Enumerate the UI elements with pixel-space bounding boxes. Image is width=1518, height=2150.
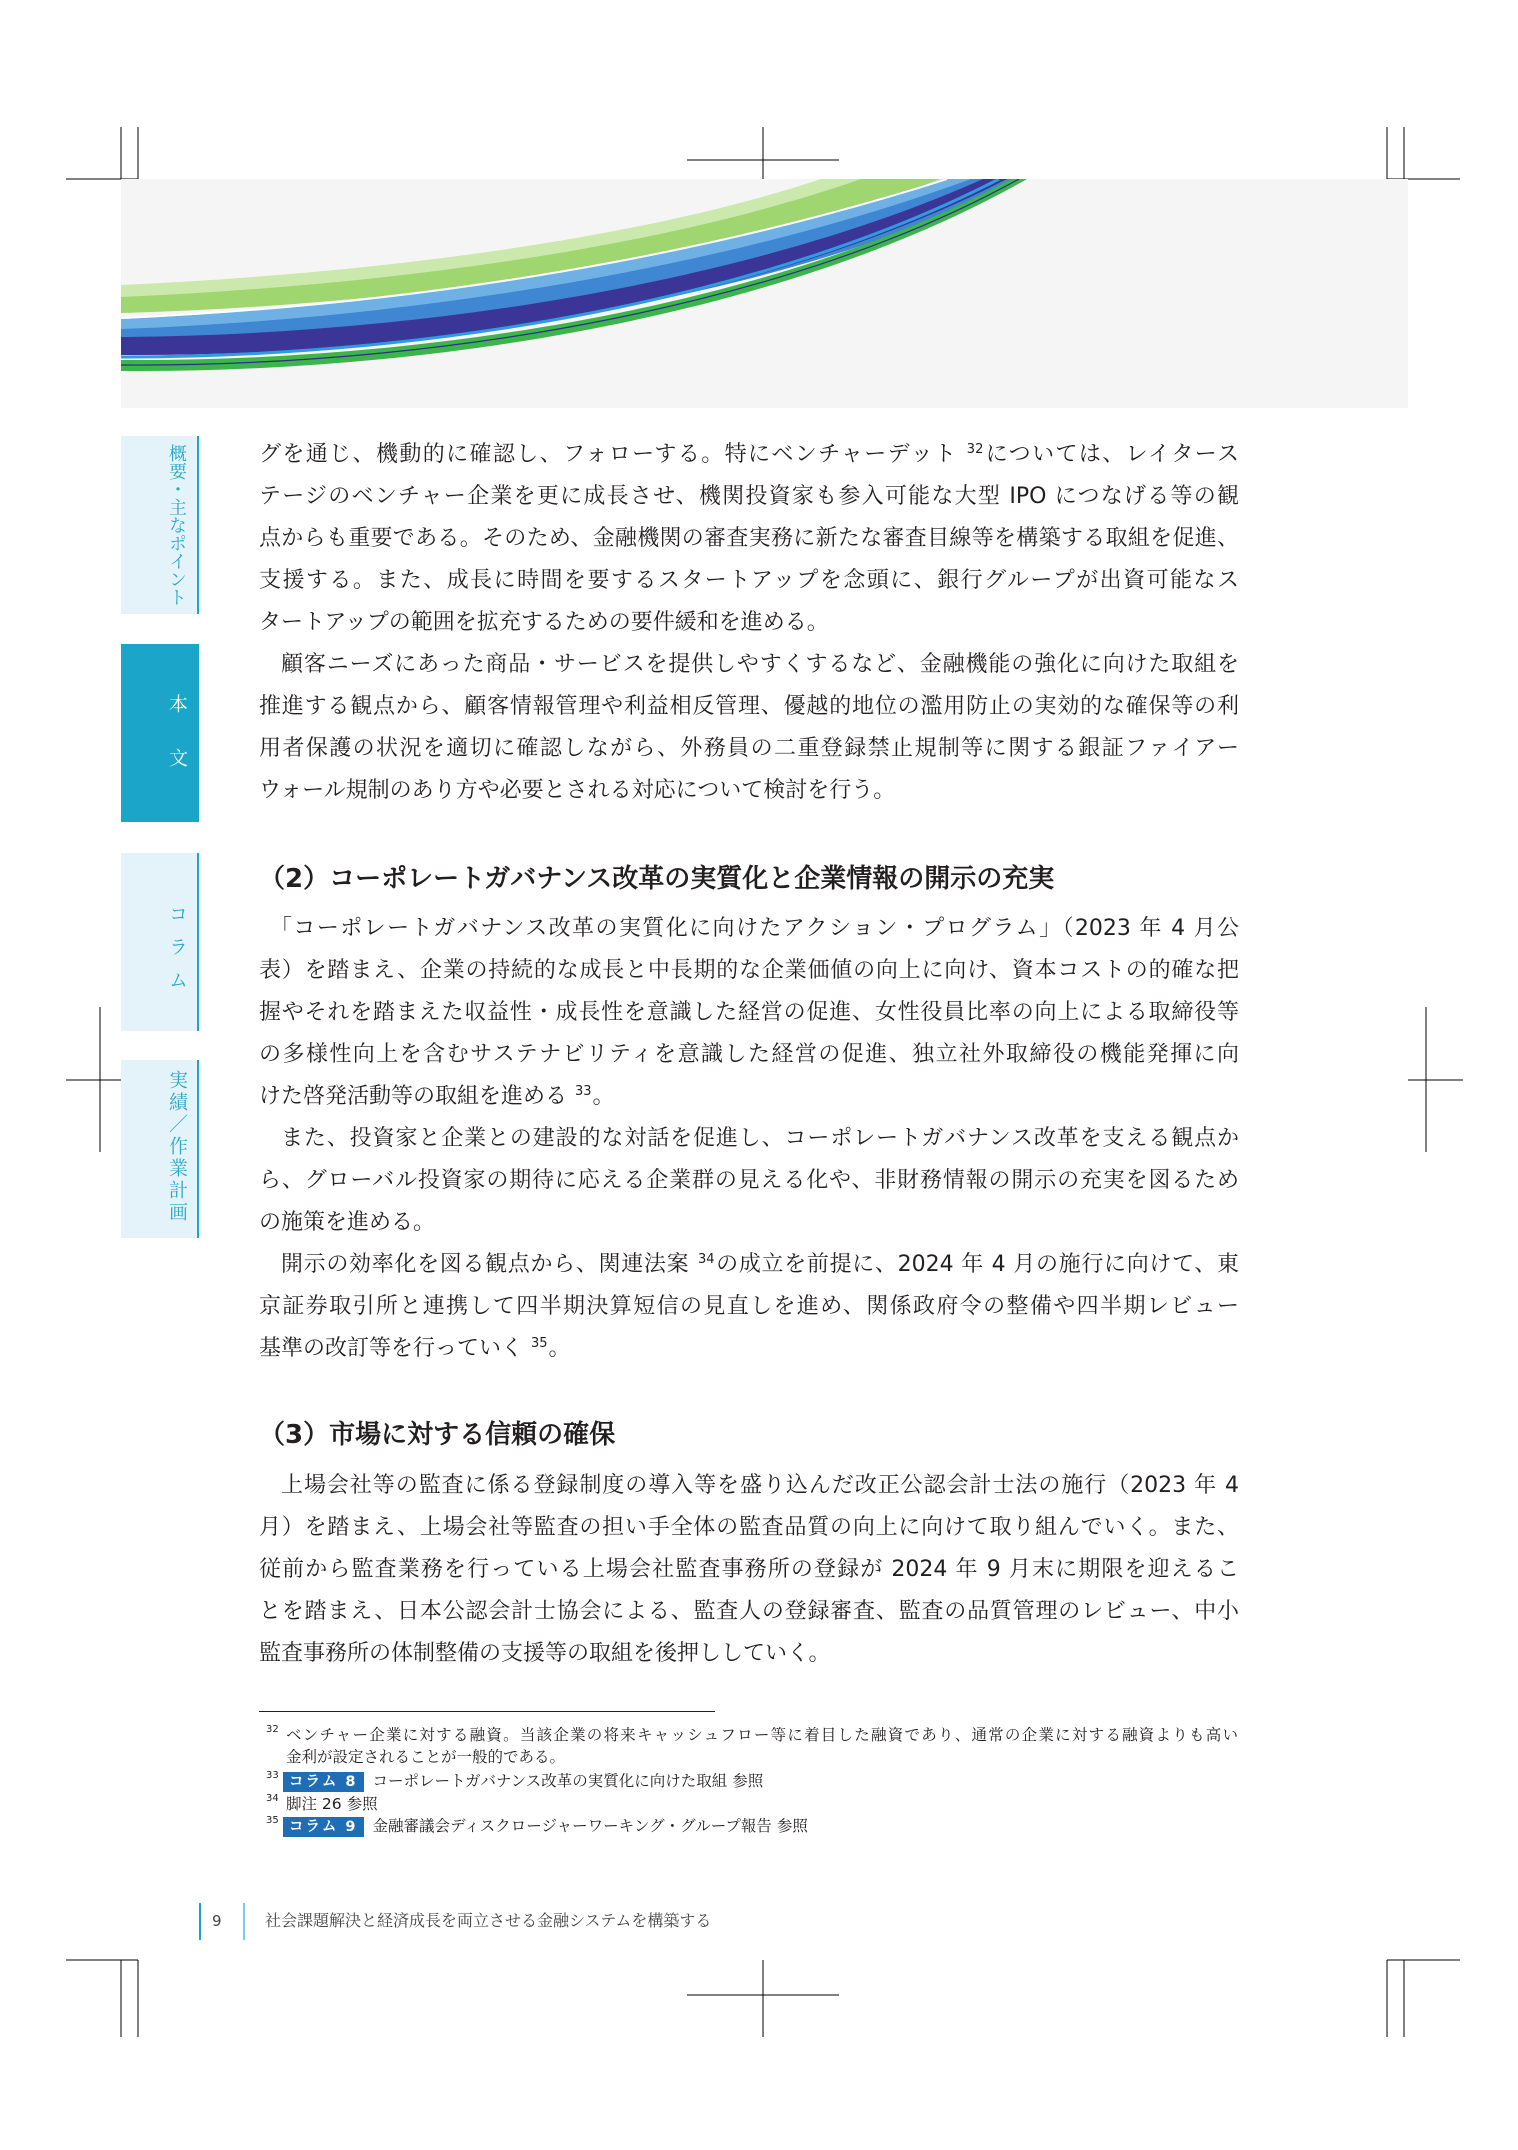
text-line: 「コーポレートガバナンス改革の実質化に向けたアクション・プログラム」（2023 年 4 月公 [270, 916, 1239, 941]
footnote-text-wrap [283, 1770, 763, 1792]
footnote-text-wrap [283, 1815, 808, 1837]
text-line: ら、グローバル投資家の期待に応える企業群の見える化や、非財務情報の開示の充実を図るため [259, 1168, 1239, 1193]
footnote-32-continued [266, 1746, 1238, 1768]
header-wave-banner [121, 179, 1408, 408]
footnote-34 [266, 1793, 1238, 1815]
footer-divider [199, 1903, 201, 1940]
footnote-number: 35 [266, 1815, 279, 1826]
body-paragraph [259, 434, 1239, 644]
text-line: 推進する観点から、顧客情報管理や利益相反管理、優越的地位の濫用防止の実効的な確保等の利 [259, 694, 1239, 719]
footnote-divider [259, 1711, 715, 1712]
footnote-32 [266, 1724, 1238, 1746]
page-number: 9 [212, 1912, 222, 1930]
text-line: 点からも重要である。そのため、金融機関の審査実務に新たな審査目線等を構築する取組を促進、 [259, 526, 1239, 551]
text-line: 監査事務所の体制整備の支援等の取組を後押ししていく。 [259, 1641, 831, 1666]
text-line: ウォール規制のあり方や必要とされる対応について検討を行う。 [259, 778, 896, 803]
text-line: 支援する。また、成長に時間を要するスタートアップを念頭に、銀行グループが出資可能なス [259, 568, 1239, 593]
footnote-text: 金利が設定されることが一般的である。 [286, 1748, 566, 1766]
side-tab-overview[interactable] [121, 436, 199, 614]
footnote-ref: 33 [575, 1084, 592, 1099]
side-tab-column[interactable] [121, 853, 199, 1031]
side-tab-results-plan[interactable] [121, 1060, 199, 1238]
footnote-ref: 34 [697, 1252, 715, 1267]
column-badge: コラム 9 [283, 1817, 364, 1837]
text-line: 従前から監査業務を行っている上場会社監査事務所の登録が 2024 年 9 月末に期限を迎えるこ [259, 1557, 1239, 1582]
text-line: テージのベンチャー企業を更に成長させ、機関投資家も参入可能な大型 IPO につなげる等の観 [259, 484, 1239, 509]
section-heading: （2）コーポレートガバナンス改革の実質化と企業情報の開示の充実 [259, 864, 1055, 894]
text-segment: 。 [548, 1336, 571, 1361]
text-line: 京証券取引所と連携して四半期決算短信の見直しを進め、関係政府令の整備や四半期レビュー [259, 1294, 1239, 1319]
body-paragraph [259, 908, 1239, 1118]
column-badge: コラム 8 [283, 1772, 364, 1792]
side-tab-label: 実績／作業計画 [166, 1070, 188, 1224]
text-line: 用者保護の状況を適切に確認しながら、外務員の二重登録禁止規制等に関する銀証ファイアー [259, 736, 1239, 761]
text-line: の施策を進める。 [259, 1210, 436, 1235]
side-tab-main-text[interactable] [121, 644, 199, 822]
text-segment: けた啓発活動等の取組を進める [259, 1084, 574, 1109]
body-paragraph [259, 1244, 1239, 1370]
body-paragraph [259, 1118, 1239, 1244]
text-line: 握やそれを踏まえた収益性・成長性を意識した経営の促進、女性役員比率の向上による取締役等 [259, 1000, 1239, 1025]
text-line [259, 1076, 1239, 1118]
text-segment: 基準の改訂等を行っていく [259, 1336, 530, 1361]
text-line: 顧客ニーズにあった商品・サービスを提供しやすくするなど、金融機能の強化に向けた取組を [281, 652, 1239, 677]
text-segment: については、レイタース [984, 442, 1239, 467]
footnote-text: 金融審議会ディスクロージャーワーキング・グループ報告 参照 [372, 1817, 808, 1835]
footnote-text: コーポレートガバナンス改革の実質化に向けた取組 参照 [372, 1772, 764, 1790]
side-tab-label: 概要・主なポイント [166, 444, 187, 606]
text-segment: グを通じ、機動的に確認し、フォローする。特にベンチャーデット [259, 442, 966, 467]
text-line: 月）を踏まえ、上場会社等監査の担い手全体の監査品質の向上に向けて取り組んでいく。また、 [259, 1515, 1239, 1540]
footnote-33 [266, 1770, 1238, 1792]
section-heading: （3）市場に対する信頼の確保 [259, 1420, 616, 1450]
footnote-number: 32 [266, 1724, 279, 1735]
text-line: タートアップの範囲を拡充するための要件緩和を進める。 [259, 610, 829, 635]
footnote-number: 34 [266, 1793, 279, 1804]
body-paragraph [259, 1465, 1239, 1675]
text-line: とを踏まえ、日本公認会計士協会による、監査人の登録審査、監査の品質管理のレビュー、中小 [259, 1599, 1239, 1624]
footnote-text: ベンチャー企業に対する融資。当該企業の将来キャッシュフロー等に着目した融資であり、通常の企業に対する融資よりも高い [286, 1726, 1238, 1744]
text-line: 表）を踏まえ、企業の持続的な成長と中長期的な企業価値の向上に向け、資本コストの的確な把 [259, 958, 1239, 983]
footnote-35 [266, 1815, 1238, 1837]
footnote-text: 脚注 26 参照 [286, 1795, 378, 1813]
footnote-number: 33 [266, 1770, 279, 1781]
footnote-ref: 35 [531, 1336, 548, 1351]
text-line [259, 434, 1239, 476]
footer-title: 社会課題解決と経済成長を両立させる金融システムを構築する [265, 1911, 712, 1930]
text-segment: 。 [592, 1084, 615, 1109]
text-segment: の成立を前提に、2024 年 4 月の施行に向けて、東 [715, 1252, 1239, 1277]
text-line [259, 1244, 1239, 1286]
text-line: また、投資家と企業との建設的な対話を促進し、コーポレートガバナンス改革を支える観点か [281, 1126, 1239, 1151]
side-tab-label: 本文 [166, 694, 188, 802]
footer-divider [243, 1903, 245, 1940]
footnote-ref: 32 [966, 442, 984, 457]
text-line: 上場会社等の監査に係る登録制度の導入等を盛り込んだ改正公認会計士法の施行（2023 年 4 [281, 1473, 1239, 1498]
side-tab-label: コラム [166, 904, 188, 1003]
body-paragraph [259, 644, 1239, 812]
text-segment: 開示の効率化を図る観点から、関連法案 [281, 1252, 697, 1277]
text-line [259, 1328, 1239, 1370]
text-line: の多様性向上を含むサステナビリティを意識した経営の促進、独立社外取締役の機能発揮に向 [259, 1042, 1239, 1067]
